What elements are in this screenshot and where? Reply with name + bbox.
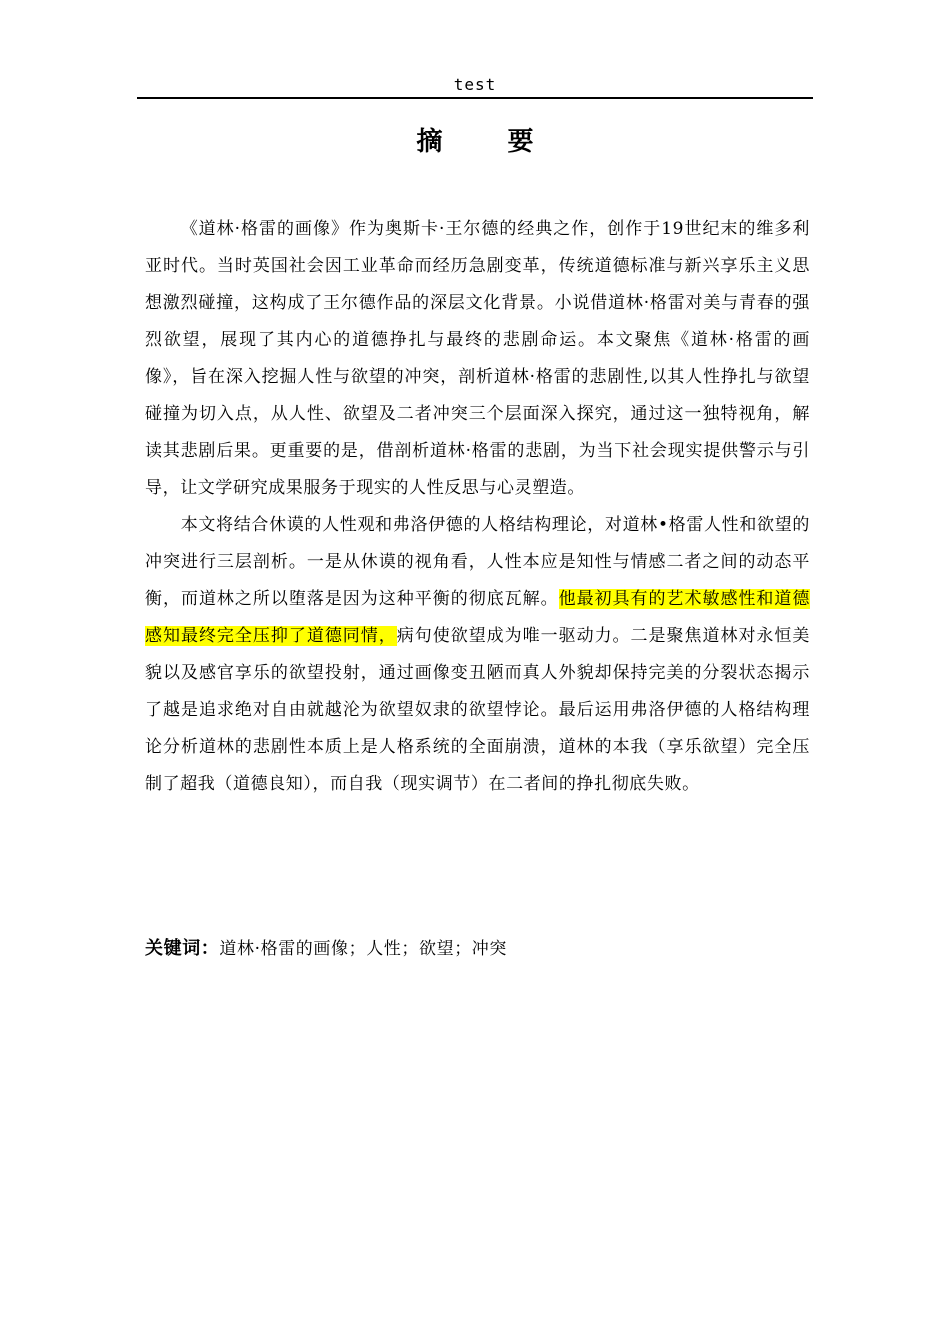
page-title: 摘 要 [416, 127, 562, 157]
paragraph-2-text-before: 本文将结合休谟的人性观和弗洛伊德的人格结构理论，对道林•格雷人性和欲望的冲突进行三层剖析。一是从休谟的视角看，人性本应是知性与情感二者之间的动态平衡，而道林之所以堕落是因为这种平衡的彻底瓦解。 [145, 515, 810, 609]
keywords-value: 道林·格雷的画像；人性；欲望；冲突 [219, 939, 508, 959]
abstract-body [145, 211, 810, 803]
keywords-label: 关键词： [145, 938, 220, 959]
paragraph-2-text-after: 病句使欲望成为唯一驱动力。二是聚焦道林对永恒美貌以及感官享乐的欲望投射，通过画像变丑陋而真人外貌却保持完美的分裂状态揭示了越是追求绝对自由就越沦为欲望奴隶的欲望悖论。最后运用弗洛伊德的人格结构理论分析道林的悲剧性本质上是人格系统的全面崩溃，道林的本我（享乐欲望）完全压制了超我（道德良知），而自我（现实调节）在二者间的挣扎彻底失败。 [145, 626, 810, 794]
highlighted-sentence: 他最初具有的艺术敏感性和道德感知最终完全压抑了道德同情， [145, 589, 810, 646]
keywords-line [145, 932, 810, 966]
page-header: test [137, 74, 813, 99]
abstract-paragraph-1: 《道林·格雷的画像》作为奥斯卡·王尔德的经典之作，创作于19世纪末的维多利亚时代。当时英国社会因工业革命而经历急剧变革，传统道德标准与新兴享乐主义思想激烈碰撞，这构成了王尔德作品的深层文化背景。小说借道林·格雷对美与青春的强烈欲望，展现了其内心的道德挣扎与最终的悲剧命运。本文聚焦《道林·格雷的画像》，旨在深入挖掘人性与欲望的冲突，剖析道林·格雷的悲剧性,以其人性挣扎与欲望碰撞为切入点，从人性、欲望及二者冲突三个层面深入探究，通过这一独特视角，解读其悲剧后果。更重要的是，借剖析道林·格雷的悲剧，为当下社会现实提供警示与引导，让文学研究成果服务于现实的人性反思与心灵塑造。 [145, 219, 810, 498]
abstract-paragraph-2 [145, 507, 810, 803]
